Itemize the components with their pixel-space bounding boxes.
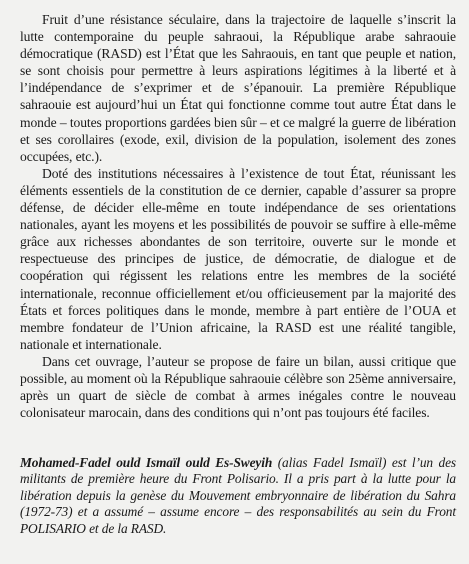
synopsis-paragraph-2: Doté des institutions nécessaires à l’existence de tout État, réunissant les éléments essentiels de la constitution de ce dernier, capable d’assurer sa propre défense, de décider elle-même en toute indépendance de ses orientations nationales, ayant les moyens et les possibilités de pouvoir se suffire à elle-même grâce aux richesses abondantes de son territoire, ouverte sur le monde et respectueuse des principes de justice, de démocratie, de dialogue et de coopération qui régissent les relations entre les membres de la société internationale, reconnue officiellement et/ou officieusement par la majorité des États et forces politiques dans le monde, membre à part entière de l’OUA et membre fondateur de l’Union africaine, la RASD est une réalité tangible, nationale et internationale. — [20, 165, 456, 352]
author-name: Mohamed-Fadel ould Ismaïl ould Es-Sweyih — [20, 455, 273, 470]
author-bio-text: (alias Fadel Ismaïl) est l’un des militants de première heure du Front Polisario. Il a pris part à la lutte pour la libération depuis la genèse du Mouvement embryonnaire de libération du Sahra (1972-73) et a assumé – assume encore – des responsabilités au sein du Front POLISARIO et de la RASD. — [20, 455, 456, 536]
synopsis — [20, 11, 456, 421]
synopsis-paragraph-1: Fruit d’une résistance séculaire, dans la trajectoire de laquelle s’inscrit la lutte contemporaine du peuple sahraoui, la République arabe sahraouie démocratique (RASD) est l’État que les Sahraouis, en tant que peuple et nation, se sont choisis pour permettre à leurs aspirations légitimes à la liberté et à l’indépendance de s’exprimer et de s’épanouir. La première République sahraouie est aujourd’hui un État qui fonctionne comme tout autre État dans le monde – toutes proportions gardées bien sûr – et ce malgré la guerre de libération et ses corollaires (exode, exil, division de la population, isolement des zones occupées, etc.). — [20, 12, 456, 164]
synopsis-paragraph-3: Dans cet ouvrage, l’auteur se propose de faire un bilan, aussi critique que possible, au moment où la République sahraouie célèbre son 25ème anniversaire, après un quart de siècle de combat à armes inégales contre le nouveau colonisateur marocain, dans des conditions qui n’ont pas toujours été faciles. — [20, 353, 456, 421]
author-bio — [20, 455, 456, 537]
